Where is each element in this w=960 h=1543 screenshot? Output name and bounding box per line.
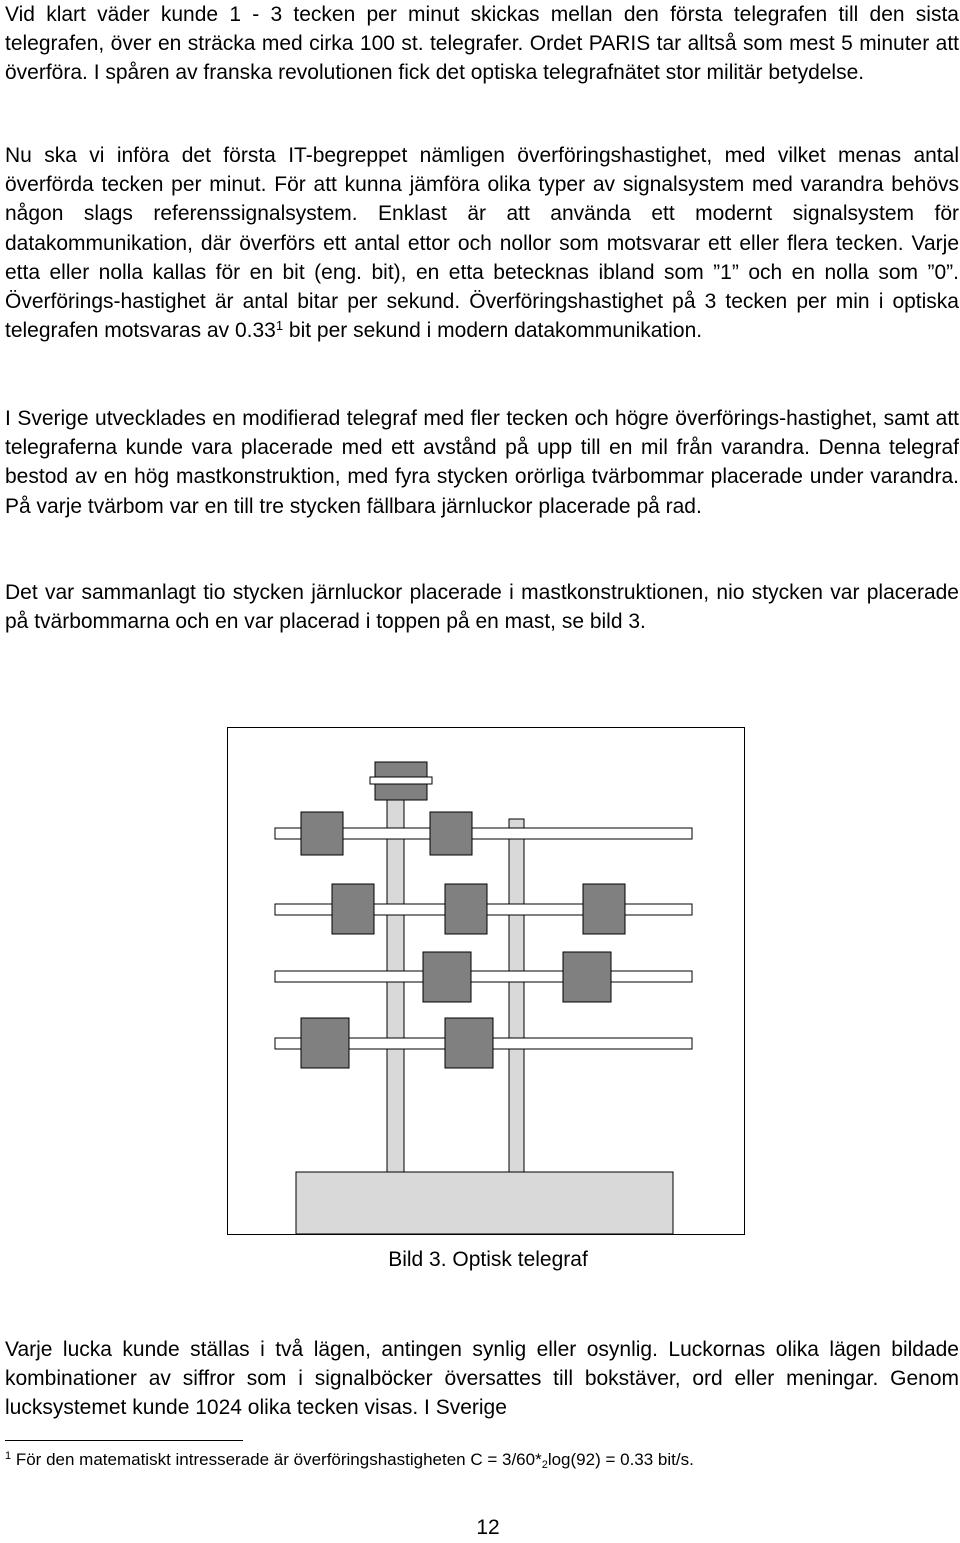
paragraph-text: Nu ska vi införa det första IT-begreppet nämligen överföringshastighet, med vilket menas antal överförda tecken per minut. För att kunna jämföra olika typer av signalsystem med varandra behövs någon slags referenssignalsystem. Enklast är att använda ett modernt signalsystem för datakommunikation, där överförs ett antal ettor och nollor som motsvarar ett eller flera tecken. Varje etta eller nolla kallas för en bit (eng. bit), en etta betecknas ibland som ”1” och en nolla som ”0”. Överförings-hastighet är antal bitar per sekund. Överföringshastighet på 3 tecken per min i optiska telegrafen motsvaras av 0.33	[5, 144, 959, 343]
paragraph: Det var sammanlagt tio stycken järnluckor placerade i mastkonstruktionen, nio stycken var placerade på tvärbommarna och en var placerad i toppen på en mast, se bild 3.	[5, 581, 959, 634]
footnote	[5, 1449, 694, 1471]
paragraph: Vid klart väder kunde 1 - 3 tecken per minut skickas mellan den första telegrafen till den sista telegrafen, över en sträcka med cirka 100 st. telegrafer. Ordet PARIS tar alltså som mest 5 minuter att överföra. I spåren av franska revolutionen fick det optiska telegrafnätet stor militär betydelse.	[5, 3, 959, 85]
paragraph: I Sverige utvecklades en modifierad telegraf med fler tecken och högre överförings-hastighet, samt att telegraferna kunde vara placerade med ett avstånd på upp till en mil från varandra. Denna telegraf bestod av en hög mastkonstruktion, med fyra stycken orörliga tvärbommar placerade under varandra. På varje tvärbom var en till tre stycken fällbara järnluckor placerade på rad.	[5, 407, 959, 518]
footnote-text: log(92) = 0.33 bit/s.	[547, 1450, 694, 1469]
footnote-divider	[5, 1440, 243, 1441]
footnote-reference[interactable]: 1	[275, 318, 284, 334]
optical-telegraph-figure	[227, 727, 745, 1235]
paragraph	[5, 141, 959, 345]
mast-base	[296, 1172, 673, 1234]
page-number: 12	[476, 1516, 500, 1539]
footnote-marker: 1	[5, 1450, 12, 1462]
top-shutter	[370, 762, 432, 800]
paragraph-text: bit per sekund i modern datakommunikation.	[283, 319, 703, 343]
figure-caption: Bild 3. Optisk telegraf	[388, 1248, 588, 1271]
footnote-text: För den matematiskt intresserade är överföringshastigheten C = 3/60*	[11, 1450, 542, 1469]
footnote-subscript: 2	[541, 1459, 548, 1471]
paragraph: Varje lucka kunde ställas i två lägen, antingen synlig eller osynlig. Luckornas olika lägen bildade kombinationer av siffror som i signalböcker översattes till bokstäver, ord eller meningar. Genom lucksystemet kunde 1024 olika tecken visas. I Sverige	[5, 1338, 959, 1420]
